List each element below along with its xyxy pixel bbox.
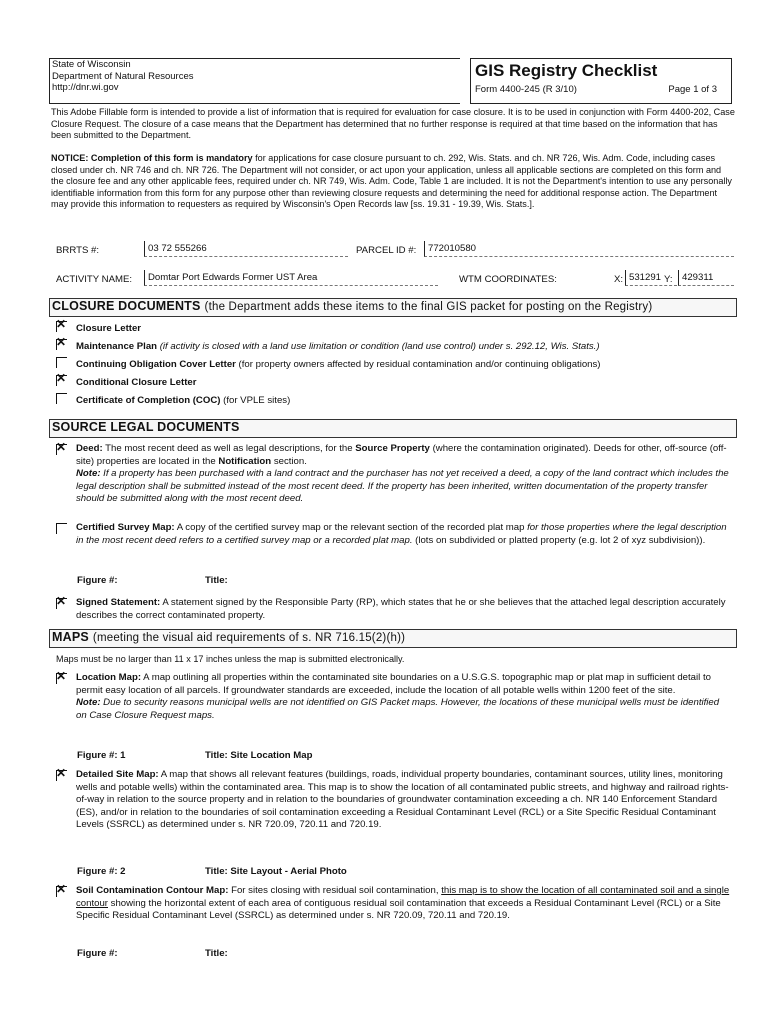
state-name: State of Wisconsin <box>52 59 131 70</box>
closure-documents-section-header <box>49 298 737 317</box>
conditional-closure-checkbox[interactable] <box>56 375 67 386</box>
department-url[interactable]: http://dnr.wi.gov <box>52 82 119 93</box>
activity-field[interactable]: Domtar Port Edwards Former UST Area <box>144 270 438 286</box>
closure-item-label: Continuing Obligation Cover Letter <box>76 359 236 370</box>
header-agency-box <box>49 58 460 104</box>
brrts-label: BRRTS #: <box>56 245 100 256</box>
soil-figure: Figure #: <box>77 948 118 959</box>
y-label: Y: <box>664 274 673 285</box>
deed-note: If a property has been purchased with a land contract and the purchaser has not yet received a deed, a copy of the land contract which includes the legal description shall be submitted instead of the most recent deed. If the property has been inherited, written documentation of the property transfer should be submitted along with the most recent deed. <box>76 468 729 504</box>
closure-item-cover-letter[interactable] <box>56 357 736 372</box>
coc-checkbox[interactable] <box>56 393 67 404</box>
maps-section-header <box>49 629 737 648</box>
detailed-site-map-label: Detailed Site Map: <box>76 769 159 780</box>
signed-statement-checkbox[interactable] <box>56 598 67 609</box>
parcel-field[interactable]: 772010580 <box>424 241 734 257</box>
location-note: Due to security reasons municipal wells are not identified on GIS Packet maps. However, the locations of these municipal wells must be identified on Case Closure Request maps. <box>76 697 720 721</box>
location-map-item[interactable] <box>56 672 736 722</box>
notice-paragraph <box>51 153 736 211</box>
soil-contour-text: For sites closing with residual soil contamination, <box>228 885 442 896</box>
survey-map-italic: for those properties where the legal description in the most recent deed refers to a certified survey map or a recorded plat map. <box>76 522 727 546</box>
deed-label: Deed: <box>76 443 103 454</box>
detailed-site-map-text: A map that shows all relevant features (buildings, roads, individual property boundaries, contaminant sources, utility lines, monitoring wells and potable wells) within the contaminated area. This map is to show the location of all contaminated public streets, and highway and railroad rights-of-way in relation to the source property and in relation to the boundaries of groundwater contamination exceeding a ch. NR 140 Enforcement Standard (ES), and/or in relation to the boundaries of soil contamination exceeding a Residual Contaminant Level (RCL) or a Site Specific Residual Contaminant Levels (SSRCL) as determined under s. NR 720.09, 720.11 and 720.19. <box>76 769 729 830</box>
soil-contour-text-2: showing the horizontal extent of each area of contiguous residual soil contamination that exceeds a Residual Contaminant Level (RCL) or a Site Specific Residual Contaminant Level (SSRCL) as determined under s. NR 720.09, 720.11 and 720.19. <box>76 897 721 921</box>
detailed-site-map-item[interactable] <box>56 769 736 832</box>
intro-paragraph: This Adobe Fillable form is intended to provide a list of information that is required for evaluation for case closure. It is to be used in conjunction with Form 4400-202, Case Closure Request. The closure of a case means that the Department has determined that no further response is required at that time based on the information that has been submitted to the Department. <box>51 107 735 140</box>
cover-letter-checkbox[interactable] <box>56 357 67 368</box>
closure-item-conditional-closure[interactable] <box>56 375 736 390</box>
deed-checkbox[interactable] <box>56 444 67 455</box>
survey-map-item[interactable] <box>56 522 736 547</box>
department-name: Department of Natural Resources <box>52 70 194 82</box>
detailed-title: Title: Site Layout - Aerial Photo <box>205 866 347 877</box>
location-title: Title: Site Location Map <box>205 750 313 761</box>
closure-documents-title: CLOSURE DOCUMENTS <box>52 299 201 313</box>
header-title-box <box>470 58 732 104</box>
signed-statement-text: A statement signed by the Responsible Party (RP), which states that he or she believes that the attached legal description accurately describes the correct contaminated property. <box>76 597 726 621</box>
closure-item-label: Conditional Closure Letter <box>76 377 197 388</box>
survey-map-text: A copy of the certified survey map or the relevant section of the recorded plat map <box>174 522 528 533</box>
survey-map-text-2: (lots on subdivided or platted property (e.g. lot 2 of xyz subdivision)). <box>412 534 706 546</box>
closure-item-closure-letter[interactable] <box>56 321 736 336</box>
closure-item-desc: (if activity is closed with a land use limitation or condition (land use control) under s. 292.12, Wis. Stats.) <box>157 341 600 352</box>
page-number: Page 1 of 3 <box>668 84 717 95</box>
soil-contour-underline: this map is to show the location of all contaminated soil and a single contour <box>76 885 730 909</box>
x-label: X: <box>614 274 624 285</box>
maps-note: (meeting the visual aid requirements of s. NR 716.15(2)(h)) <box>92 632 406 644</box>
signed-statement-item[interactable] <box>56 597 736 622</box>
survey-figure-label: Figure #: <box>77 575 118 586</box>
x-coordinate-field[interactable]: 531291 <box>625 270 677 286</box>
detailed-site-map-checkbox[interactable] <box>56 770 67 781</box>
closure-item-label: Certificate of Completion (COC) <box>76 395 221 406</box>
soil-contour-label: Soil Contamination Contour Map: <box>76 885 229 896</box>
closure-item-label: Maintenance Plan <box>76 341 158 352</box>
signed-statement-label: Signed Statement: <box>76 597 161 608</box>
source-legal-documents-title: SOURCE LEGAL DOCUMENTS <box>52 420 240 434</box>
notice-text: for applications for case closure pursuant to ch. 292, Wis. Stats. and ch. NR 726, Wis. Adm. Code, including cases closed under ch. NR 746 and ch. NR 726. The Department will not consider, or act upon your application, unless all applicable sections are completed on this form and the closure fee and any other applicable fees, required under ch. NR 749, Wis. Adm. Code, Table 1 are included. It is not the Department's intention to use any personally identifiable information from this form for any purpose other than reviewing closure requests and determining the need for additional response action. The Department may provide this information to requesters as required by Wisconsin's Open Records law [ss. 19.31 - 19.39, Wis. Stats.]. <box>51 153 732 209</box>
soil-title: Title: <box>205 948 228 959</box>
soil-contour-checkbox[interactable] <box>56 886 67 897</box>
closure-item-desc: (for property owners affected by residual contamination and/or continuing obligations) <box>235 359 601 370</box>
deed-item[interactable] <box>56 443 736 506</box>
location-note-label: Note: <box>76 697 101 708</box>
deed-text-3: section. <box>271 455 307 467</box>
maps-title: MAPS <box>52 630 89 644</box>
closure-item-coc[interactable] <box>56 393 736 408</box>
wtm-label: WTM COORDINATES: <box>459 274 557 285</box>
detailed-figure: Figure #: 2 <box>77 866 126 877</box>
location-map-label: Location Map: <box>76 672 142 683</box>
location-map-text: A map outlining all properties within the contaminated site boundaries on a U.S.G.S. topographic map or plat map in sufficient detail to permit easy location of all parcels. If groundwater standards are exceeded, include the location of all potable wells within 1200 feet of the site. <box>76 672 711 696</box>
closure-letter-checkbox[interactable] <box>56 321 67 332</box>
activity-label: ACTIVITY NAME: <box>56 274 133 285</box>
location-figure: Figure #: 1 <box>77 750 126 761</box>
deed-source-property: Source Property <box>355 443 430 454</box>
closure-item-label: Closure Letter <box>76 323 142 334</box>
form-number: Form 4400-245 (R 3/10) <box>475 84 577 95</box>
closure-item-desc: (for VPLE sites) <box>220 395 291 406</box>
form-title: GIS Registry Checklist <box>475 61 658 80</box>
parcel-label: PARCEL ID #: <box>356 245 417 256</box>
deed-text-2: (where the contamination originated). Deeds for other, off-source (off-site) properties are located in the <box>76 443 727 467</box>
deed-note-label: Note: <box>76 468 101 479</box>
survey-map-checkbox[interactable] <box>56 523 67 534</box>
deed-text: The most recent deed as well as legal descriptions, for the <box>102 443 356 454</box>
maintenance-plan-checkbox[interactable] <box>56 339 67 350</box>
deed-notification: Notification <box>218 455 272 467</box>
source-legal-documents-section-header <box>49 419 737 438</box>
brrts-field[interactable]: 03 72 555266 <box>144 241 348 257</box>
survey-title-label: Title: <box>205 575 228 586</box>
y-coordinate-field[interactable]: 429311 <box>678 270 734 286</box>
maps-intro: Maps must be no larger than 11 x 17 inches unless the map is submitted electronically. <box>56 654 405 664</box>
location-map-checkbox[interactable] <box>56 673 67 684</box>
closure-documents-note: (the Department adds these items to the final GIS packet for posting on the Registry) <box>204 301 653 313</box>
closure-item-maintenance-plan[interactable] <box>56 339 736 354</box>
notice-heading: NOTICE: Completion of this form is mandatory <box>51 153 253 163</box>
survey-map-label: Certified Survey Map: <box>76 522 175 533</box>
soil-contour-map-item[interactable] <box>56 885 736 923</box>
